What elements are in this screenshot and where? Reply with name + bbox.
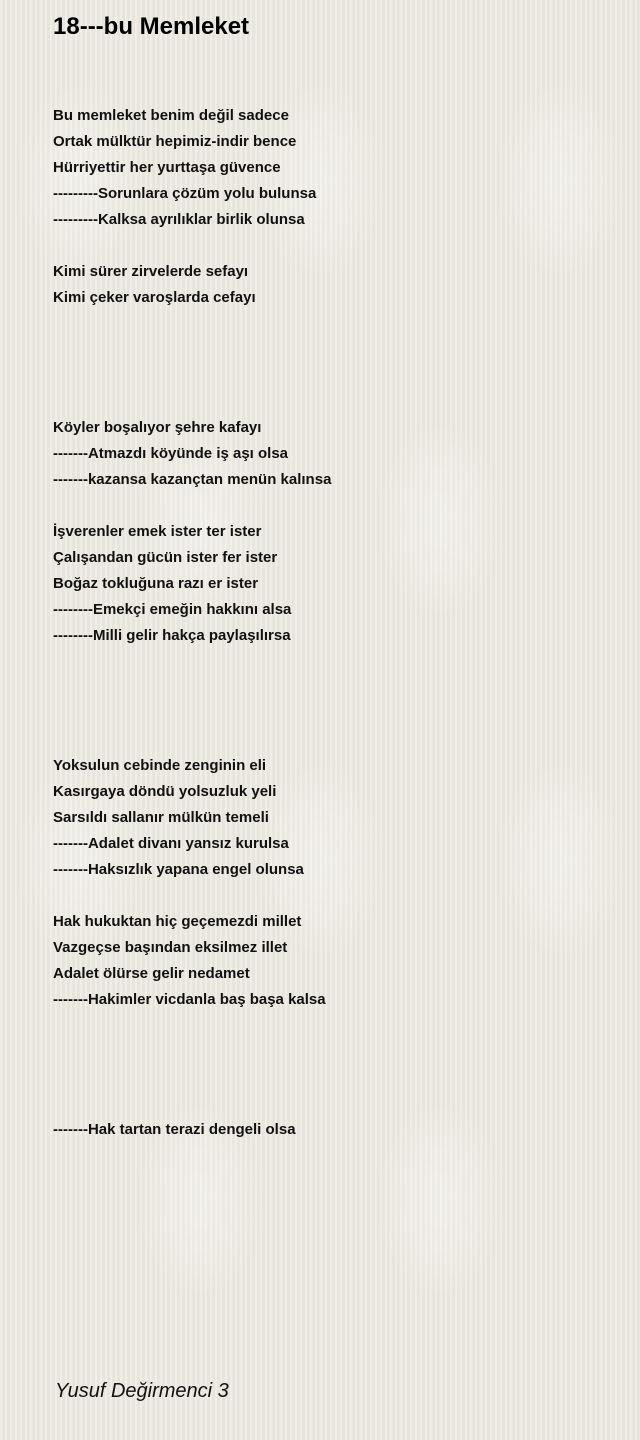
poem-line: Yoksulun cebinde zenginin eli (53, 757, 267, 774)
poem-line: Bu memleket benim değil sadece (53, 107, 289, 124)
poem-line: -------Atmazdı köyünde iş aşı olsa (53, 445, 289, 462)
stanza-5 (53, 753, 613, 883)
poem-line: Köyler boşalıyor şehre kafayı (53, 419, 262, 436)
poem-line: Boğaz tokluğuna razı er ister (53, 575, 259, 592)
poem-line: Vazgeçse başından eksilmez illet (53, 939, 288, 956)
stanza-7 (53, 1117, 613, 1143)
stanza-gap (53, 649, 613, 753)
poem-line: ---------Kalksa ayrılıklar birlik olunsa (53, 211, 305, 228)
stanza-gap (53, 233, 613, 259)
poem-line: ---------Sorunlara çözüm yolu bulunsa (53, 185, 317, 202)
poem-line: Kimi çeker varoşlarda cefayı (53, 289, 256, 306)
poem-line: Çalışandan gücün ister fer ister (53, 549, 278, 566)
poem-line: -------Adalet divanı yansız kurulsa (53, 835, 289, 852)
stanza-6 (53, 909, 613, 1013)
stanza-gap (53, 493, 613, 519)
poem-line: -------Haksızlık yapana engel olunsa (53, 861, 304, 878)
poem-line: Sarsıldı sallanır mülkün temeli (53, 809, 269, 826)
stanza-3 (53, 415, 613, 493)
poem-line: -------kazansa kazançtan menün kalınsa (53, 471, 332, 488)
poem-title: 18---bu Memleket (53, 13, 250, 40)
poem-line: Kasırgaya döndü yolsuzluk yeli (53, 783, 277, 800)
poem-line: Adalet ölürse gelir nedamet (53, 965, 250, 982)
poem-line: Hak hukuktan hiç geçemezdi millet (53, 913, 302, 930)
author-name: Yusuf Değirmenci 3 (55, 1380, 229, 1402)
poem-line: -------Hak tartan terazi dengeli olsa (53, 1121, 296, 1138)
stanza-1 (53, 103, 613, 233)
poem-line: Hürriyettir her yurttaşa güvence (53, 159, 281, 176)
stanza-gap (53, 883, 613, 909)
poem-line: Ortak mülktür hepimiz-indir bence (53, 133, 297, 150)
poem-line: İşverenler emek ister ter ister (53, 523, 262, 540)
stanza-2 (53, 259, 613, 311)
poem-line: -------Hakimler vicdanla baş başa kalsa (53, 991, 326, 1008)
stanza-4 (53, 519, 613, 649)
stanza-gap (53, 1013, 613, 1117)
poem-line: Kimi sürer zirvelerde sefayı (53, 263, 249, 280)
poem-line: --------Emekçi emeğin hakkını alsa (53, 601, 292, 618)
poem-line: --------Milli gelir hakça paylaşılırsa (53, 627, 291, 644)
stanza-gap (53, 311, 613, 415)
poem-body (53, 103, 613, 1143)
